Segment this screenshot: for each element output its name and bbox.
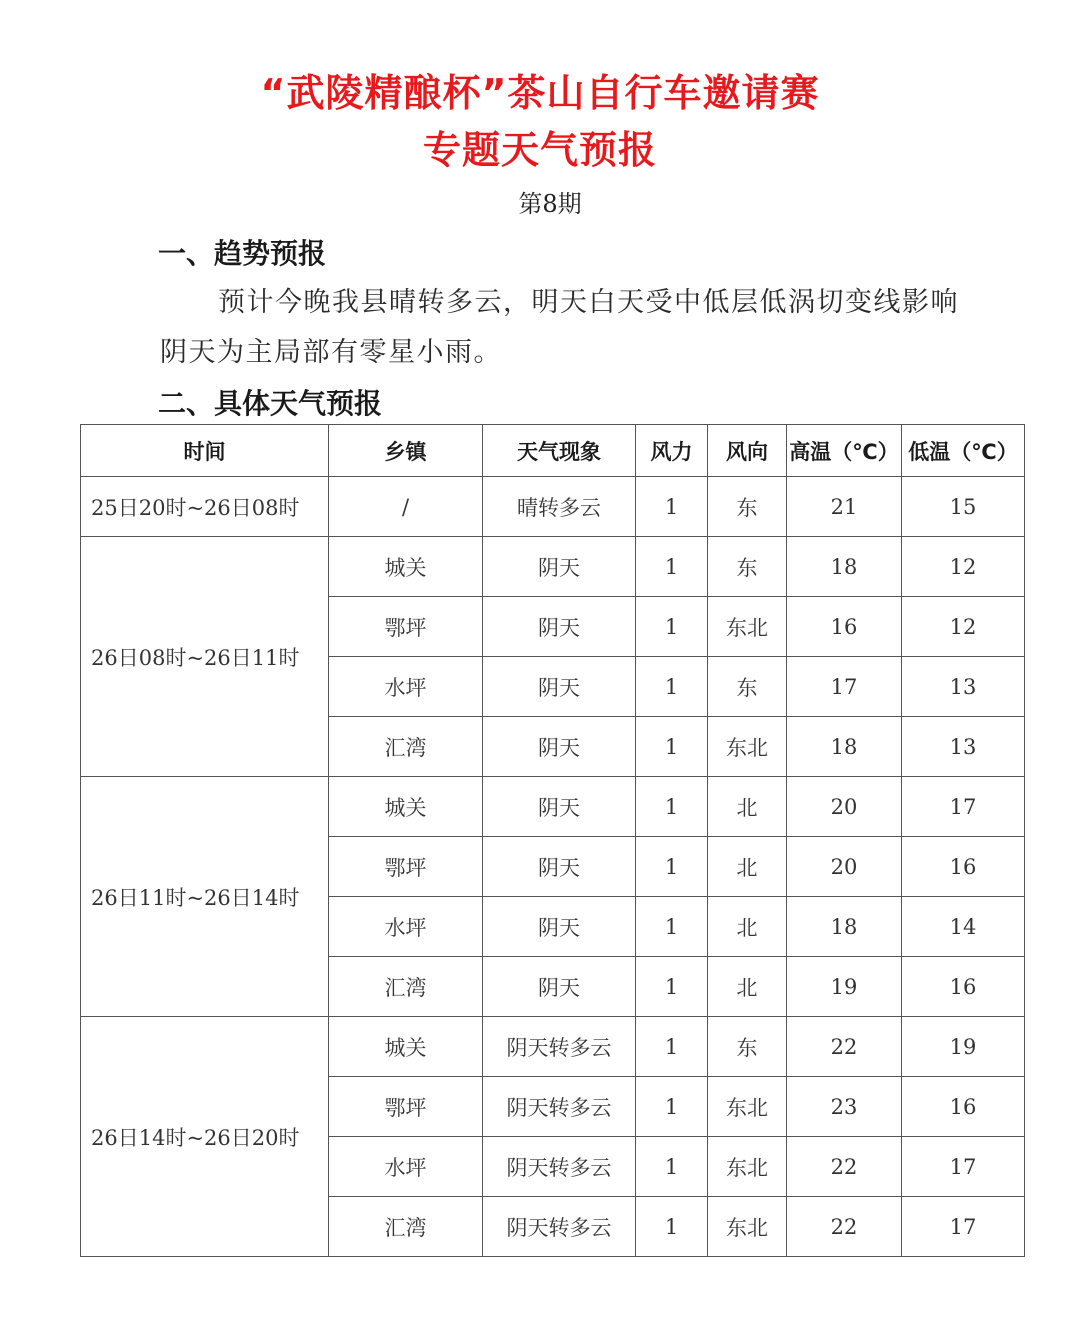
low-temp-cell: 16 <box>902 1077 1025 1137</box>
trend-forecast-text: 预计今晚我县晴转多云，明天白天受中低层低涡切变线影响阴天为主局部有零星小雨。 <box>160 287 959 368</box>
weather-cell: 阴天转多云 <box>483 1137 636 1197</box>
document-title: “武陵精酿杯”茶山自行车邀请赛 <box>260 71 820 115</box>
wind-force-cell: 1 <box>636 1017 708 1077</box>
low-temp-cell: 12 <box>902 597 1025 657</box>
weather-cell: 阴天 <box>483 777 636 837</box>
high-temp-cell: 16 <box>787 597 902 657</box>
time-period-cell: 26日11时~26日14时 <box>81 777 329 1017</box>
weather-cell: 阴天转多云 <box>483 1197 636 1257</box>
wind-direction-cell: 北 <box>708 777 787 837</box>
high-temp-cell: 18 <box>787 717 902 777</box>
high-temp-cell: 22 <box>787 1137 902 1197</box>
low-temp-cell: 17 <box>902 1197 1025 1257</box>
town-cell: 水坪 <box>329 897 483 957</box>
issue-number: 第8期 <box>518 190 582 218</box>
time-period-cell: 26日08时~26日11时 <box>81 537 329 777</box>
wind-direction-cell: 北 <box>708 837 787 897</box>
wind-direction-cell: 北 <box>708 897 787 957</box>
wind-force-cell: 1 <box>636 537 708 597</box>
forecast-table <box>80 424 1025 1257</box>
column-header-weather: 天气现象 <box>483 425 636 477</box>
town-cell: 汇湾 <box>329 1197 483 1257</box>
wind-direction-cell: 东 <box>708 657 787 717</box>
low-temp-cell: 17 <box>902 777 1025 837</box>
wind-direction-cell: 东 <box>708 477 787 537</box>
weather-cell: 晴转多云 <box>483 477 636 537</box>
town-cell: 汇湾 <box>329 957 483 1017</box>
town-cell: 城关 <box>329 1017 483 1077</box>
high-temp-cell: 17 <box>787 657 902 717</box>
high-temp-cell: 20 <box>787 837 902 897</box>
high-temp-cell: 22 <box>787 1197 902 1257</box>
high-temp-cell: 21 <box>787 477 902 537</box>
wind-force-cell: 1 <box>636 717 708 777</box>
town-cell: 城关 <box>329 537 483 597</box>
table-header-row <box>81 425 1025 477</box>
table-row <box>81 777 1025 837</box>
wind-direction-cell: 北 <box>708 957 787 1017</box>
time-period-cell: 26日14时~26日20时 <box>81 1017 329 1257</box>
weather-cell: 阴天 <box>483 657 636 717</box>
low-temp-cell: 16 <box>902 957 1025 1017</box>
town-cell: 鄂坪 <box>329 837 483 897</box>
high-temp-cell: 22 <box>787 1017 902 1077</box>
document-subtitle: 专题天气预报 <box>422 128 657 172</box>
wind-direction-cell: 东北 <box>708 1197 787 1257</box>
column-header-low-temp: 低温（℃） <box>902 425 1025 477</box>
town-cell: / <box>329 477 483 537</box>
low-temp-cell: 14 <box>902 897 1025 957</box>
column-header-wind-direction: 风向 <box>708 425 787 477</box>
town-cell: 水坪 <box>329 1137 483 1197</box>
wind-force-cell: 1 <box>636 1077 708 1137</box>
weather-cell: 阴天 <box>483 957 636 1017</box>
town-cell: 水坪 <box>329 657 483 717</box>
wind-direction-cell: 东北 <box>708 597 787 657</box>
column-header-wind-force: 风力 <box>636 425 708 477</box>
wind-force-cell: 1 <box>636 657 708 717</box>
low-temp-cell: 17 <box>902 1137 1025 1197</box>
wind-force-cell: 1 <box>636 897 708 957</box>
weather-cell: 阴天 <box>483 897 636 957</box>
wind-direction-cell: 东 <box>708 1017 787 1077</box>
wind-force-cell: 1 <box>636 777 708 837</box>
time-period-cell: 25日20时~26日08时 <box>81 477 329 537</box>
low-temp-cell: 15 <box>902 477 1025 537</box>
weather-cell: 阴天转多云 <box>483 1077 636 1137</box>
high-temp-cell: 18 <box>787 537 902 597</box>
weather-cell: 阴天 <box>483 717 636 777</box>
weather-cell: 阴天转多云 <box>483 1017 636 1077</box>
table-row <box>81 1017 1025 1077</box>
wind-force-cell: 1 <box>636 1197 708 1257</box>
low-temp-cell: 19 <box>902 1017 1025 1077</box>
weather-cell: 阴天 <box>483 837 636 897</box>
section-heading-trend: 一、趋势预报 <box>158 237 327 270</box>
column-header-time: 时间 <box>81 425 329 477</box>
low-temp-cell: 13 <box>902 717 1025 777</box>
table-row <box>81 477 1025 537</box>
town-cell: 城关 <box>329 777 483 837</box>
town-cell: 鄂坪 <box>329 1077 483 1137</box>
wind-force-cell: 1 <box>636 1137 708 1197</box>
low-temp-cell: 13 <box>902 657 1025 717</box>
column-header-high-temp: 高温（℃） <box>787 425 902 477</box>
low-temp-cell: 12 <box>902 537 1025 597</box>
table-row <box>81 537 1025 597</box>
section-heading-detail: 二、具体天气预报 <box>158 387 383 420</box>
wind-force-cell: 1 <box>636 477 708 537</box>
wind-force-cell: 1 <box>636 837 708 897</box>
wind-direction-cell: 东北 <box>708 717 787 777</box>
weather-cell: 阴天 <box>483 537 636 597</box>
wind-direction-cell: 东北 <box>708 1137 787 1197</box>
wind-force-cell: 1 <box>636 597 708 657</box>
high-temp-cell: 19 <box>787 957 902 1017</box>
wind-direction-cell: 东 <box>708 537 787 597</box>
high-temp-cell: 18 <box>787 897 902 957</box>
low-temp-cell: 16 <box>902 837 1025 897</box>
high-temp-cell: 20 <box>787 777 902 837</box>
column-header-town: 乡镇 <box>329 425 483 477</box>
weather-cell: 阴天 <box>483 597 636 657</box>
wind-direction-cell: 东北 <box>708 1077 787 1137</box>
forecast-table-body <box>81 477 1025 1257</box>
high-temp-cell: 23 <box>787 1077 902 1137</box>
town-cell: 汇湾 <box>329 717 483 777</box>
town-cell: 鄂坪 <box>329 597 483 657</box>
wind-force-cell: 1 <box>636 957 708 1017</box>
